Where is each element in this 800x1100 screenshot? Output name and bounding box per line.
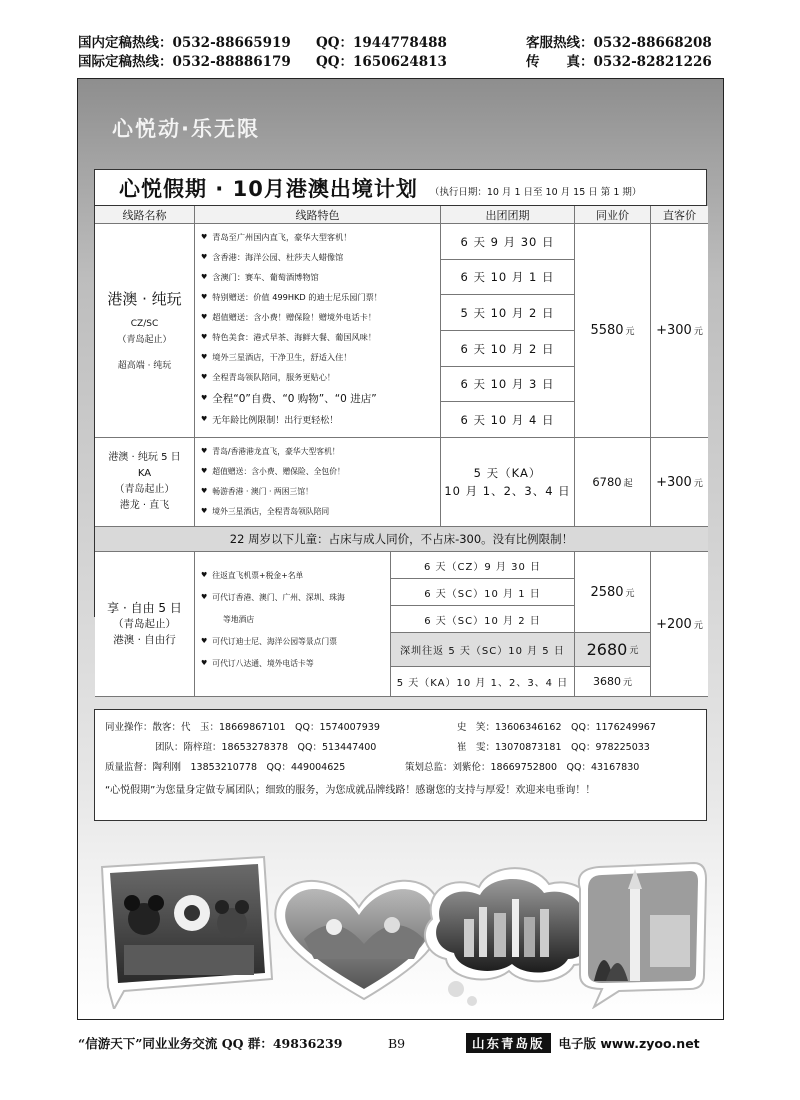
route1-direct-unit: 元 — [693, 327, 703, 337]
photo-collage — [94, 849, 707, 1009]
route1-date: 6 天 10 月 3 日 — [441, 367, 575, 402]
route1-feature: ♥ 含香港：海洋公园、杜莎夫人蜡像馆 — [201, 251, 344, 262]
route3-feature: 等地酒店 — [223, 614, 255, 624]
fax: 传 真：0532-82821226 — [526, 54, 712, 70]
route3-feature: ♥ 往返直飞机票+税金+名单 — [201, 570, 304, 580]
ad-frame — [77, 78, 724, 1020]
route1-feature: ♥ 特色美食：港式早茶、海鲜大餐、葡国风味！ — [201, 331, 377, 342]
route2-direct-price: +300 — [656, 474, 692, 490]
edition-badge: 山东青岛版 — [466, 1033, 551, 1053]
route3-price-a: 2580 — [590, 584, 624, 600]
slogan: 心悦动·乐无限 — [112, 117, 260, 141]
qq-group: “信游天下”同业业务交流 QQ 群：49836239 — [78, 1036, 343, 1051]
route3-date: 深圳往返 5 天（SC）10 月 5 日 — [391, 633, 575, 667]
route2-date-line1: 5 天（KA） — [473, 466, 542, 480]
route2-feature: ♥ 畅游香港 · 澳门 · 两困三馆！ — [201, 486, 313, 496]
hotline-block — [78, 34, 718, 72]
route3-price-c: 3680 — [592, 675, 621, 688]
route2-line1: 港澳 · 纯玩 5 日 — [108, 452, 181, 463]
page-number: B9 — [388, 1035, 406, 1051]
route1-origin: （青岛起止） — [117, 334, 172, 345]
ocean-park-photo — [275, 881, 441, 999]
route1-feature: ♥ 特别赠送：价值 499HKD 的迪士尼乐园门票！ — [201, 291, 382, 302]
header-direct-price: 直客价 — [651, 206, 708, 224]
service-slogan: “心悦假期”为您量身定做专属团队；细致的服务，为您成就品牌线路！感谢您的支持与厚爱！欢迎来电垂询！！ — [105, 784, 596, 796]
route1-trade-price-cell — [575, 224, 651, 438]
contact-1: 同业操作：散客：代 玉：18669867101 QQ：1574007939 — [105, 722, 380, 733]
route3-name-cell — [95, 552, 195, 697]
header-trade-price: 同业价 — [575, 206, 651, 224]
route3-date: 5 天（KA）10 月 1、2、3、4 日 — [391, 667, 575, 697]
route1-feature: ♥ 含澳门：赛车、葡萄酒博物馆 — [201, 271, 319, 282]
tour-table — [94, 169, 707, 689]
route2-feature: ♥ 青岛/香港港龙直飞，豪华大型客机！ — [201, 446, 340, 456]
route1-feature: ♥ 全程青岛领队陪同，服务更贴心！ — [201, 371, 336, 382]
macau-tower-photo — [579, 863, 706, 1007]
route2-features — [195, 438, 441, 527]
contact-5: 质量监督：陶利刚 13853210778 QQ：449004625 — [105, 762, 346, 773]
route1-feature: ♥ 青岛至广州国内直飞，豪华大型客机！ — [201, 231, 352, 242]
route3-line3: 港澳 · 自由行 — [113, 634, 176, 646]
route1-direct-price-cell — [651, 224, 708, 438]
route1-feature: ♥ 无年龄比例限制！出行更轻松！ — [201, 415, 339, 426]
route3-date: 6 天（CZ）9 月 30 日 — [391, 552, 575, 579]
hotline-row-1 — [78, 34, 718, 53]
route2-trade-price-cell — [575, 438, 651, 527]
footer — [78, 1032, 722, 1054]
route3-line1: 享 · 自由 5 日 — [107, 601, 182, 615]
qq-1: QQ：1944778488 — [316, 35, 447, 51]
route2-line3: （青岛起止） — [114, 484, 175, 495]
route1-trade-unit: 元 — [625, 327, 635, 337]
route1-feature: ♥ 全程“0”自费、“0 购物”、“0 进店” — [201, 392, 377, 405]
route1-date: 6 天 10 月 1 日 — [441, 260, 575, 295]
route1-direct-price: +300 — [656, 323, 692, 338]
route1-name: 港澳 · 纯玩 — [107, 289, 182, 308]
route3-price-b: 2680 — [586, 640, 628, 659]
contact-6: 策划总监：刘紫伦：18669752800 QQ：43167830 — [405, 762, 640, 773]
route2-name-cell — [95, 438, 195, 527]
route3-date: 6 天（SC）10 月 1 日 — [391, 579, 575, 606]
contact-row — [105, 716, 696, 736]
route1-name-cell — [95, 224, 195, 438]
route2-feature: ♥ 超值赠送：含小费、赠保险、全包价！ — [201, 466, 345, 476]
domestic-hotline: 国内定稿热线：0532-88665919 — [78, 35, 291, 51]
route3-price-b-cell: 2680 元 — [575, 633, 651, 667]
route1-code: CZ/SC — [130, 318, 159, 329]
route3-line2: （青岛起止） — [113, 618, 176, 630]
service-hotline: 客服热线：0532-88668208 — [526, 35, 712, 51]
route1-feature: ♥ 境外三星酒店，干净卫生，舒适入住！ — [201, 351, 352, 362]
route2-trade-unit: 起 — [623, 478, 633, 489]
qq-2: QQ：1650624813 — [316, 54, 447, 70]
contact-3: 团队：隋梓瑄：18653278378 QQ：513447400 — [155, 742, 377, 753]
city-skyline-photo — [425, 868, 601, 1006]
route1-date: 6 天 9 月 30 日 — [441, 224, 575, 260]
route3-direct-price-cell — [651, 552, 708, 697]
title-bar — [95, 170, 706, 206]
page-title: 心悦假期 · 10月港澳出境计划 — [119, 176, 418, 201]
route1-features — [195, 224, 441, 438]
route3-direct-unit: 元 — [693, 620, 703, 631]
route1-tag: 超高端 · 纯玩 — [117, 360, 172, 371]
contact-row — [105, 756, 696, 776]
route2-direct-unit: 元 — [693, 478, 703, 489]
contact-2: 史 笑：13606346162 QQ：1176249967 — [457, 722, 656, 733]
route2-line2: KA — [137, 468, 152, 479]
hotline-row-2 — [78, 53, 718, 72]
route3-features — [195, 552, 391, 697]
child-notice: 22 周岁以下儿童：占床与成人同价，不占床-300。没有比例限制！ — [95, 527, 708, 552]
route3-feature: ♥ 可代订八达通、境外电话卡等 — [201, 658, 314, 668]
route3-direct-price: +200 — [656, 616, 692, 632]
disney-photo — [102, 857, 272, 1009]
contact-4: 崔 雯：13070873181 QQ：978225033 — [457, 742, 650, 753]
route2-trade-price: 6780 — [592, 475, 622, 489]
period-note: （执行日期：10 月 1 日至 10 月 15 日 第 1 期） — [429, 186, 642, 198]
route3-price-c-cell: 3680 元 — [575, 667, 651, 697]
route2-dates-cell — [441, 438, 575, 527]
route3-feature: ♥ 可代订香港、澳门、广州、深圳、珠海 — [201, 592, 345, 602]
contact-row — [105, 736, 696, 756]
route2-date-line2: 10 月 1、2、3、4 日 — [444, 484, 571, 498]
route1-trade-price: 5580 — [590, 323, 624, 338]
route1-date: 6 天 10 月 4 日 — [441, 402, 575, 438]
route1-date: 6 天 10 月 2 日 — [441, 331, 575, 367]
header-features: 线路特色 — [195, 206, 441, 224]
header-route: 线路名称 — [95, 206, 195, 224]
header-dates: 出团团期 — [441, 206, 575, 224]
route1-date: 5 天 10 月 2 日 — [441, 295, 575, 331]
contacts-block — [94, 709, 707, 821]
route3-feature: ♥ 可代订迪士尼、海洋公园等景点门票 — [201, 636, 338, 646]
route3-price-a-cell: 2580 元 — [575, 552, 651, 633]
route2-direct-price-cell — [651, 438, 708, 527]
route2-feature: ♥ 境外三星酒店，全程青岛领队陪同 — [201, 506, 330, 516]
route2-line4: 港龙 · 直飞 — [119, 500, 170, 511]
intl-hotline: 国际定稿热线：0532-88886179 — [78, 54, 291, 70]
website-link[interactable]: 电子版 www.zyoo.net — [558, 1036, 700, 1051]
route1-feature: ♥ 超值赠送：含小费！赠保险！赠境外电话卡！ — [201, 311, 377, 322]
route3-date: 6 天（SC）10 月 2 日 — [391, 606, 575, 633]
